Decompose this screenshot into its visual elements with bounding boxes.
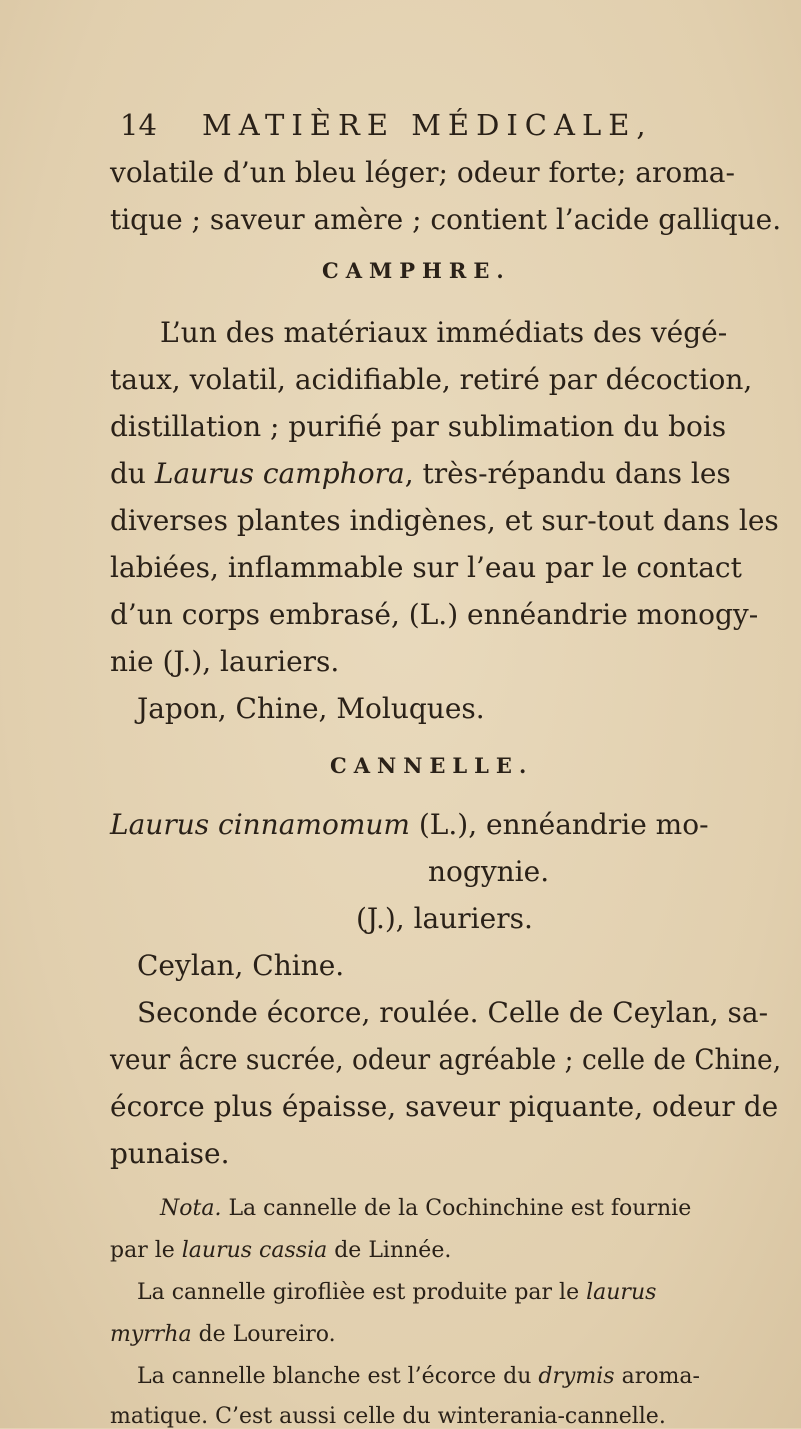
cannelle-line-3: (J.), lauriers. bbox=[356, 902, 533, 935]
camphre-line-9: Japon, Chine, Moluques. bbox=[137, 692, 485, 725]
camphre-heading: CAMPHRE. bbox=[322, 258, 511, 283]
note-line-2: par le laurus cassia de Linnée. bbox=[110, 1238, 452, 1263]
intro-line-1: volatile d’un bleu léger; odeur forte; aroma- bbox=[110, 156, 735, 189]
cannelle-line-7: écorce plus épaisse, saveur piquante, odeur de bbox=[110, 1090, 779, 1123]
note-line-1: Nota. La cannelle de la Cochinchine est fournie bbox=[160, 1196, 692, 1221]
camphre-line-5: diverses plantes indigènes, et sur-tout dans les bbox=[110, 504, 779, 537]
note-line-4: myrrha de Loureiro. bbox=[110, 1322, 336, 1347]
camphre-line-4: du Laurus camphora, très-répandu dans les bbox=[110, 457, 731, 490]
cannelle-heading: CANNELLE. bbox=[330, 753, 534, 778]
cannelle-line-6: veur âcre sucrée, odeur agréable ; celle de Chine, bbox=[110, 1043, 782, 1076]
running-title: MATIÈRE MÉDICALE, bbox=[202, 108, 653, 142]
cannelle-line-8: punaise. bbox=[110, 1137, 230, 1170]
camphre-line-3: distillation ; purifié par sublimation du bois bbox=[110, 410, 727, 443]
note-line-5: La cannelle blanche est l’écorce du drymis aroma- bbox=[137, 1364, 700, 1389]
camphre-line-1: L’un des matériaux immédiats des végé- bbox=[160, 316, 728, 349]
cannelle-line-2: nogynie. bbox=[428, 855, 550, 888]
note-line-3: La cannelle giroflièe est produite par le laurus bbox=[137, 1280, 657, 1305]
cannelle-line-1: Laurus cinnamomum (L.), ennéandrie mo- bbox=[110, 808, 709, 841]
camphre-line-6: labiées, inflammable sur l’eau par le contact bbox=[110, 551, 742, 584]
note-line-6: matique. C’est aussi celle du winterania-cannelle. bbox=[110, 1404, 666, 1429]
camphre-line-8: nie (J.), lauriers. bbox=[110, 645, 340, 678]
cannelle-line-4: Ceylan, Chine. bbox=[137, 949, 345, 982]
cannelle-line-5: Seconde écorce, roulée. Celle de Ceylan, sa- bbox=[137, 996, 769, 1029]
camphre-line-7: d’un corps embrasé, (L.) ennéandrie monogy- bbox=[110, 598, 759, 631]
running-header bbox=[120, 108, 653, 142]
page-number: 14 bbox=[120, 108, 157, 142]
intro-line-2: tique ; saveur amère ; contient l’acide gallique. bbox=[110, 203, 782, 236]
camphre-line-2: taux, volatil, acidifiable, retiré par décoction, bbox=[110, 363, 753, 396]
